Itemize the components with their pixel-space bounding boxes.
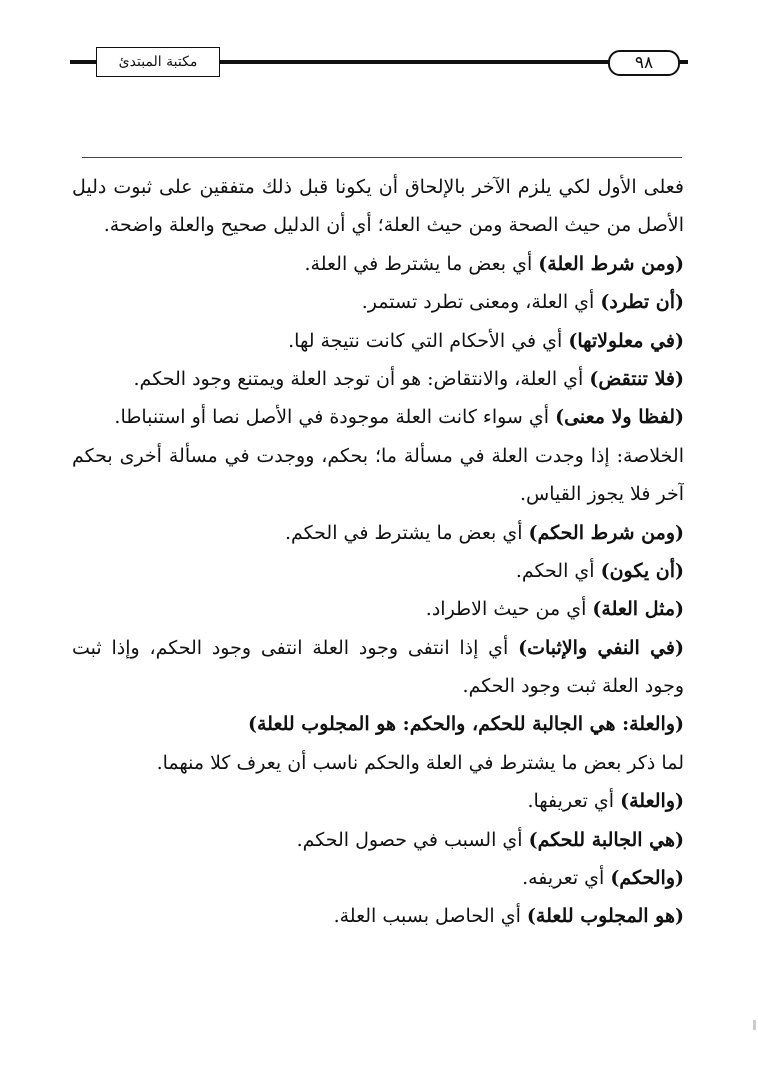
line-text: وجود العلة ثبت وجود الحكم. — [462, 675, 684, 698]
page-number: ٩٨ — [608, 50, 680, 76]
page-header — [70, 44, 688, 80]
line-text: أي الحكم. — [515, 559, 601, 582]
text-line — [72, 629, 684, 667]
text-line — [72, 245, 684, 283]
body-text — [72, 168, 684, 936]
text-line — [72, 168, 684, 206]
bold-term: (مثل العلة) — [592, 598, 684, 621]
text-line — [72, 705, 684, 743]
line-text: أي بعض ما يشترط في الحكم. — [284, 521, 529, 544]
bold-term: (والعلة: هي الجالبة للحكم، والحكم: هو المجلوب للعلة) — [247, 713, 684, 736]
bold-term: (في النفي والإثبات) — [518, 636, 684, 659]
text-line — [72, 514, 684, 552]
line-text: آخر فلا يجوز القياس. — [519, 483, 684, 506]
bold-term: (أن يكون) — [600, 559, 684, 582]
text-line — [72, 667, 684, 705]
bold-term: (هي الجالبة للحكم) — [528, 828, 684, 851]
line-text: أي تعريفها. — [527, 790, 621, 813]
bold-term: (لفظا ولا معنى) — [555, 406, 684, 429]
text-line — [72, 206, 684, 244]
bold-term: (هو المجلوب للعلة) — [526, 905, 684, 928]
line-text: فعلى الأول لكي يلزم الآخر بالإلحاق أن يكونا قبل ذلك متفقين على ثبوت دليل — [72, 176, 684, 198]
text-line — [72, 782, 684, 820]
text-line — [72, 398, 684, 436]
line-text: أي بعض ما يشترط في العلة. — [304, 252, 539, 275]
text-line — [72, 821, 684, 859]
line-text: أي في الأحكام التي كانت نتيجة لها. — [288, 329, 569, 352]
text-line — [72, 475, 684, 513]
bold-term: (في معلولاتها) — [568, 329, 684, 352]
line-text: أي الحاصل بسبب العلة. — [333, 905, 527, 928]
bold-term: (والحكم) — [610, 867, 684, 890]
bold-term: (ومن شرط العلة) — [538, 252, 684, 275]
text-line — [72, 322, 684, 360]
text-line — [72, 590, 684, 628]
text-line — [72, 552, 684, 590]
line-text: أي العلة، ومعنى تطرد تستمر. — [361, 291, 601, 314]
text-line — [72, 859, 684, 897]
line-text: أي من حيث الاطراد. — [425, 598, 593, 621]
line-text: أي إذا انتفى وجود العلة انتفى وجود الحكم، وإذا ثبت — [72, 636, 519, 659]
text-line — [72, 360, 684, 398]
line-text: الخلاصة: إذا وجدت العلة في مسألة ما؛ بحكم، ووجدت في مسألة أخرى بحكم — [72, 444, 684, 467]
bold-term: (أن تطرد) — [600, 291, 684, 314]
text-line — [72, 897, 684, 935]
bold-term: (ومن شرط الحكم) — [528, 521, 684, 544]
line-text: لما ذكر بعض ما يشترط في العلة والحكم ناسب أن يعرف كلا منهما. — [156, 751, 684, 774]
book-title: مكتبة المبتدئ — [96, 47, 220, 77]
edge-mark — [753, 1020, 756, 1030]
line-text: أي العلة، والانتقاض: هو أن توجد العلة ويمتنع وجود الحكم. — [133, 367, 590, 390]
bold-term: (والعلة) — [620, 790, 684, 813]
line-text: أي سواء كانت العلة موجودة في الأصل نصا أو استنباطا. — [114, 406, 556, 429]
line-text: الأصل من حيث الصحة ومن حيث العلة؛ أي أن الدليل صحيح والعلة واضحة. — [103, 214, 684, 237]
separator-rule — [82, 157, 682, 158]
bold-term: (فلا تنتقض) — [589, 367, 684, 390]
line-text: أي السبب في حصول الحكم. — [296, 828, 529, 851]
text-line — [72, 437, 684, 475]
text-line — [72, 744, 684, 782]
text-line — [72, 283, 684, 321]
line-text: أي تعريفه. — [522, 867, 611, 890]
